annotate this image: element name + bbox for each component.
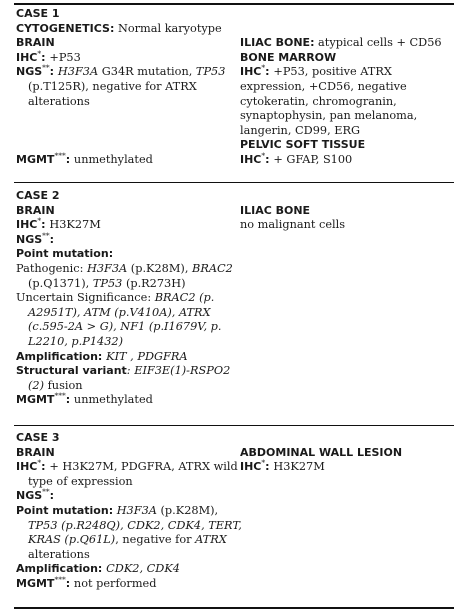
case3-right xyxy=(240,446,452,475)
case3-title: CASE 3 xyxy=(16,431,60,444)
case2-structural-variant: Structural variant: EIF3E(1)-RSPO2 xyxy=(16,364,231,378)
case1-pelvic-header: PELVIC SOFT TISSUE xyxy=(240,138,366,152)
case2-iliac-value: no malignant cells xyxy=(240,218,346,232)
case2-divider xyxy=(14,425,454,426)
case2-point-mutation: Point mutation: xyxy=(16,247,114,261)
case2-structural-variant-line2: (2) fusion xyxy=(28,378,83,392)
case1-cytogenetics xyxy=(16,22,234,37)
case3-point-mutation: Point mutation: H3F3A (p.K28M), xyxy=(16,503,219,517)
cytogenetics-label: CYTOGENETICS: xyxy=(16,21,115,35)
case3-brain-header: BRAIN xyxy=(16,445,55,459)
case2-right xyxy=(240,204,452,233)
case2-amplification: Amplification: KIT , PDGFRA xyxy=(16,349,188,363)
case1-divider xyxy=(14,182,454,183)
case2-uncertain-line3: (c.595-2A > G), NF1 (p.I1679V, p. xyxy=(28,320,222,334)
case2-pathogenic: Pathogenic: H3F3A (p.K28M), BRAC2 xyxy=(16,261,233,275)
case2-pathogenic-line2: (p.Q1371), TP53 (p.R273H) xyxy=(28,276,186,290)
top-rule xyxy=(14,3,454,5)
case3-point-mutation-line2: TP53 (p.R248Q), CDK2, CDK4, TERT, xyxy=(28,518,242,532)
case3-ihc: IHC*: + H3K27M, PDGFRA, ATRX wild xyxy=(16,458,238,474)
case3-abdominal-header: ABDOMINAL WALL LESION xyxy=(240,445,403,459)
case1-ngs-line2: (p.T125R), negative for ATRX xyxy=(28,79,197,93)
case1-marrow-line5: langerin, CD99, ERG xyxy=(240,123,361,137)
case1-pelvic-ihc: IHC*: + GFAP, S100 xyxy=(240,151,353,166)
case1-brain-header: BRAIN xyxy=(16,36,55,50)
case1-marrow-header: BONE MARROW xyxy=(240,50,337,64)
case1-right xyxy=(240,36,452,167)
case3-left xyxy=(16,431,242,592)
case1-ngs-line3: alterations xyxy=(28,94,90,108)
case2-brain-header: BRAIN xyxy=(16,203,55,217)
case3-amplification: Amplification: CDK2, CDK4 xyxy=(16,562,180,576)
case1-ngs: NGS**: H3F3A G34R mutation, TP53 xyxy=(16,63,226,79)
case1-marrow-line4: synaptophysin, pan melanoma, xyxy=(240,109,418,123)
case1-ihc: IHC*: +P53 xyxy=(16,49,81,64)
case2-uncertain-line2: A2951T), ATM (p.V410A), ATRX xyxy=(28,305,211,319)
case1-iliac: ILIAC BONE: atypical cells + CD56 xyxy=(240,36,442,50)
case1-mgmt: MGMT***: unmethylated xyxy=(16,151,153,166)
case2-left xyxy=(16,189,234,408)
case2-ihc: IHC*: H3K27M xyxy=(16,216,101,232)
case3-ngs: NGS**: xyxy=(16,487,55,503)
case2-iliac-header: ILIAC BONE xyxy=(240,203,311,217)
case1-left xyxy=(16,7,234,168)
case2-uncertain: Uncertain Significance: BRAC2 (p. xyxy=(16,291,215,305)
case3-point-mutation-line4: alterations xyxy=(28,547,90,561)
case2-title: CASE 2 xyxy=(16,189,60,202)
case1-marrow-line3: cytokeratin, chromogranin, xyxy=(240,94,397,108)
case1-marrow-ihc: IHC*: +P53, positive ATRX xyxy=(240,63,392,79)
case2-uncertain-line4: L2210, p.P1432) xyxy=(28,334,124,348)
bottom-rule xyxy=(14,607,454,609)
case2-ngs: NGS**: xyxy=(16,231,55,246)
case1-marrow-line2: expression, +CD56, negative xyxy=(240,79,407,93)
case3-abdominal-ihc: IHC*: H3K27M xyxy=(240,458,325,474)
case3-mgmt: MGMT***: not performed xyxy=(16,575,157,590)
case2-mgmt: MGMT***: unmethylated xyxy=(16,391,153,407)
case3-point-mutation-line3: KRAS (p.Q61L), negative for ATRX xyxy=(28,533,227,547)
case1-title: CASE 1 xyxy=(16,7,60,20)
case3-ihc-line2: type of expression xyxy=(28,474,133,488)
cytogenetics-value: Normal karyotype xyxy=(114,21,222,35)
